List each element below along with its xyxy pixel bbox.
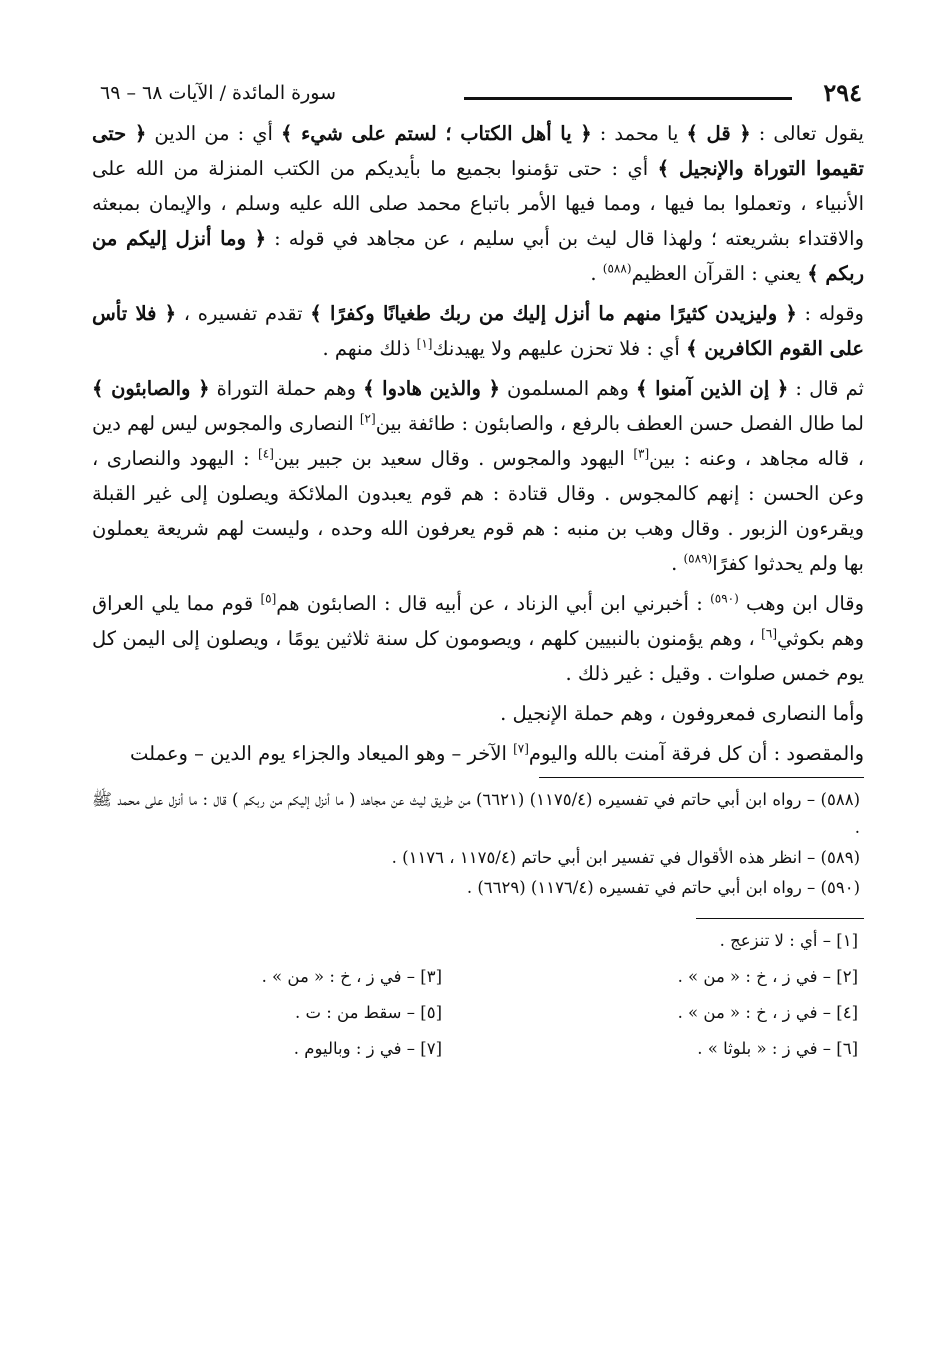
- text-run: اليهود والمجوس . وقال سعيد بن جبير بين: [273, 447, 634, 470]
- page-number: ٢٩٤: [823, 78, 862, 107]
- text-run: ، وهم يؤمنون بالنبيين كلهم ، ويصومون كل سنة ثلاثين يومًا ، ويصلون إلى اليمن كل يوم خمس صلوات . وقيل : غير ذلك .: [92, 627, 864, 685]
- text-run: يقول تعالى :: [750, 122, 864, 145]
- variant-note-4: [٤] – في ز ، خ : « من » .: [677, 1003, 858, 1022]
- footnote-separator: [539, 777, 864, 778]
- text-run: ذلك منهم .: [322, 337, 417, 360]
- note-reference: [٦]: [761, 626, 777, 641]
- text-run: والمقصود : أن كل فرقة آمنت بالله واليوم: [528, 742, 864, 765]
- note-reference: (٥٨٩): [683, 551, 713, 566]
- variant-note-7: [٧] – في ز : وباليوم .: [293, 1039, 442, 1058]
- paragraph-2: [92, 296, 864, 366]
- paragraph-6: [92, 736, 864, 771]
- text-run: الآخر – وهو الميعاد والجزاء يوم الدين – وعملت: [130, 742, 514, 765]
- paragraph-1: [92, 116, 864, 291]
- text-run: قوم مما يلي العراق وهم بكوثي: [92, 592, 864, 650]
- quran-quote: ﴿ حتى تقيموا التوراة والإنجيل ﴾: [92, 122, 864, 180]
- footnotes: [92, 786, 864, 902]
- text-run: لما طال الفصل حسن العطف بالرفع ، والصابئون : طائفة بين: [375, 412, 864, 435]
- quran-quote: ﴿ والصابئون ﴾: [92, 377, 210, 400]
- note-reference: [٥]: [260, 591, 277, 606]
- quran-quote: ﴿ وليزيدن كثيرًا منهم ما أنزل إليك من ربك طغيانًا وكفرًا ﴾: [310, 302, 797, 325]
- text-run: تقدم تفسيره ،: [176, 302, 311, 325]
- footnote-589: (٥٨٩) – انظر هذه الأقوال في تفسير ابن أبي حاتم (١١٧٥/٤ ، ١١٧٦) .: [391, 848, 860, 867]
- running-title: سورة المائدة / الآيات ٦٨ – ٦٩: [100, 82, 336, 104]
- text-run: ثم قال :: [788, 377, 864, 400]
- quran-quote: ﴿ إن الذين آمنوا ﴾: [636, 377, 789, 400]
- footnote-588: (٥٨٨) – رواه ابن أبي حاتم في تفسيره (١١٧٥/٤) (٦٦٢١) من طريق ليث عن مجاهد ( ما أنزل إليكم من ربكم ) قال : ما أنزل على محمد ﷺ .: [92, 790, 860, 837]
- main-text: [92, 116, 864, 771]
- variant-note-3: [٣] – في ز ، خ : « من » .: [261, 967, 442, 986]
- text-run: يعني : القرآن العظيم: [631, 262, 808, 285]
- variant-note-6: [٦] – في ز : « بلوثا » .: [697, 1039, 858, 1058]
- quran-quote: ﴿ يا أهل الكتاب ؛ لستم على شيء ﴾: [281, 122, 592, 145]
- variant-note-1: [١] – أي : لا تنزعج .: [719, 931, 858, 950]
- text-run: أي : من الدين: [146, 122, 281, 145]
- text-run: النصارى والمجوس ليس لهم دين ، قاله مجاهد ، وعنه : بين: [92, 412, 864, 470]
- quran-quote: ﴿ قل ﴾: [686, 122, 751, 145]
- paragraph-5: [92, 696, 864, 731]
- paragraph-3: [92, 371, 864, 581]
- text-run: .: [590, 262, 603, 285]
- text-run: يا محمد :: [591, 122, 687, 145]
- note-reference: [١]: [416, 336, 433, 351]
- text-run: : أخبرني ابن أبي الزناد ، عن أبيه قال : الصابئون هم: [276, 592, 711, 615]
- quran-quote: ﴿ فلا تأس على القوم الكافرين ﴾: [92, 302, 864, 360]
- book-page: [92, 70, 864, 1081]
- note-reference: [٧]: [513, 741, 529, 756]
- text-run: وقال ابن وهب: [738, 592, 864, 615]
- note-reference: (٥٨٨): [602, 261, 632, 276]
- footnote-590: (٥٩٠) – رواه ابن أبي حاتم في تفسيره (١١٧٦/٤) (٦٦٢٩) .: [466, 878, 860, 897]
- page-header: [92, 70, 864, 116]
- text-run: .: [671, 552, 684, 575]
- header-rule: [464, 97, 792, 100]
- text-run: أي : حتى تؤمنوا بجميع ما بأيديكم من الكتب المنزلة من الله على الأنبياء ، وتعملوا بما فيها ، ومما فيها الأمر باتباع محمد صلى الله عليه وسلم ، والإيمان بمبعثه والاقتداء بشريعته ؛ ولهذا قال ليث بن أبي سليم ، عن مجاهد في قوله :: [92, 157, 865, 250]
- variant-notes: [92, 931, 864, 1081]
- note-reference: [٣]: [633, 446, 650, 461]
- text-run: وأما النصارى فمعروفون ، وهم حملة الإنجيل .: [500, 702, 864, 725]
- text-run: وهم المسلمون: [499, 377, 637, 400]
- note-reference: [٢]: [359, 411, 376, 426]
- variant-notes-separator: [696, 918, 864, 919]
- text-run: وهم حملة التوراة: [209, 377, 364, 400]
- text-run: أي : فلا تحزن عليهم ولا يهيدنك: [432, 337, 687, 360]
- note-reference: [٤]: [258, 446, 274, 461]
- paragraph-4: [92, 586, 864, 691]
- quran-quote: ﴿ والذين هادوا ﴾: [363, 377, 500, 400]
- note-reference: (٥٩٠): [710, 591, 739, 606]
- variant-note-5: [٥] – سقط من : ت .: [294, 1003, 442, 1022]
- quran-quote: ﴿ وما أنزل إليكم من ربكم ﴾: [92, 227, 864, 285]
- text-run: وقوله :: [796, 302, 864, 325]
- text-run: : اليهود والنصارى ، وعن الحسن : إنهم كالمجوس . وقال قتادة : هم قوم يعبدون الملائكة ويصلون إلى غير القبلة ويقرءون الزبور . وقال وهب بن منبه : هم قوم يعرفون الله وحده ، وليست لهم شريعة يعملون بها ولم يحدثوا كفرًا: [92, 447, 864, 575]
- variant-note-2: [٢] – في ز ، خ : « من » .: [677, 967, 858, 986]
